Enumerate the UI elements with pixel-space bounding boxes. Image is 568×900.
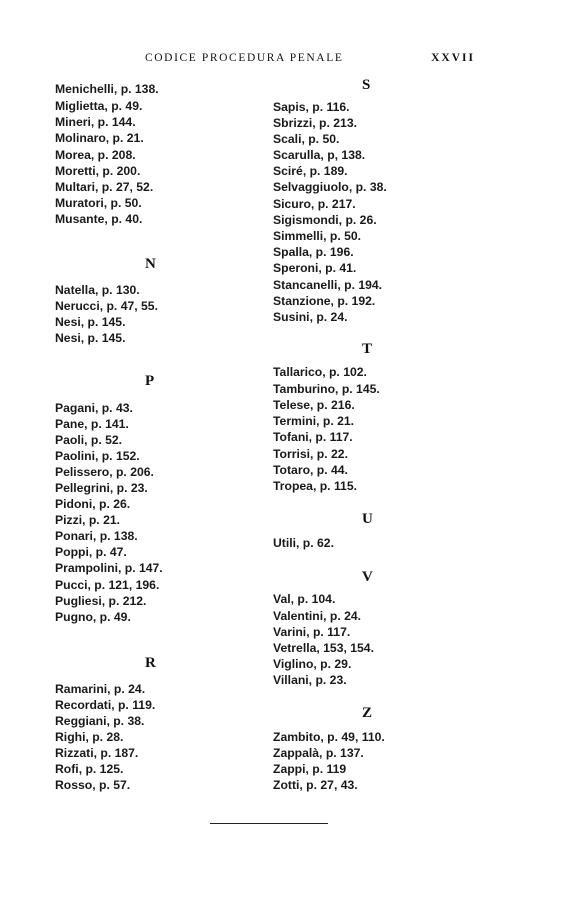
section-letter: P	[145, 373, 156, 389]
index-entry: Viglino, p. 29.	[273, 657, 352, 671]
index-entry: Spalla, p. 196.	[273, 245, 354, 259]
index-entry: Moretti, p. 200.	[55, 164, 141, 178]
index-entry: Ponari, p. 138.	[55, 529, 138, 543]
index-entry: Righi, p. 28.	[55, 730, 124, 744]
index-entry: Pellegrini, p. 23.	[55, 481, 148, 495]
index-entry: Muratori, p. 50.	[55, 196, 142, 210]
section-letter: U	[362, 511, 374, 527]
index-entry: Pucci, p. 121, 196.	[55, 578, 160, 592]
index-entry: Pugno, p. 49.	[55, 610, 131, 624]
index-entry: Pugliesi, p. 212.	[55, 594, 147, 608]
index-entry: Sicuro, p. 217.	[273, 197, 356, 211]
index-entry: Rosso, p. 57.	[55, 778, 131, 792]
running-header	[145, 52, 475, 68]
index-entry: Villani, p. 23.	[273, 673, 347, 687]
end-rule	[210, 823, 328, 824]
index-entry: Nesi, p. 145.	[55, 331, 126, 345]
index-entry: Utili, p. 62.	[273, 536, 334, 550]
index-entry: Pane, p. 141.	[55, 417, 129, 431]
index-entry: Rizzati, p. 187.	[55, 746, 139, 760]
index-entry: Sigismondi, p. 26.	[273, 213, 377, 227]
index-entry: Varini, p. 117.	[273, 625, 351, 639]
index-entry: Scarulla, p, 138.	[273, 148, 366, 162]
index-entry: Morea, p. 208.	[55, 148, 136, 162]
index-entry: Pagani, p. 43.	[55, 401, 133, 415]
index-entry: Paolini, p. 152.	[55, 449, 140, 463]
index-entry: Paoli, p. 52.	[55, 433, 123, 447]
index-entry: Natella, p. 130.	[55, 283, 140, 297]
index-entry: Sapis, p. 116.	[273, 100, 350, 114]
index-entry: Scali, p. 50.	[273, 132, 340, 146]
index-entry: Sbrizzi, p. 213.	[273, 116, 357, 130]
index-entry: Telese, p. 216.	[273, 398, 355, 412]
section-letter: R	[145, 655, 157, 671]
index-entry: Speroni, p. 41.	[273, 261, 357, 275]
index-entry: Valentini, p. 24.	[273, 609, 362, 623]
index-entry: Simmelli, p. 50.	[273, 229, 362, 243]
index-entry: Recordati, p. 119.	[55, 698, 156, 712]
index-entry: Val, p. 104.	[273, 592, 336, 606]
index-entry: Musante, p. 40.	[55, 212, 143, 226]
index-entry: Rofi, p. 125.	[55, 762, 124, 776]
page-number: XXVII	[431, 52, 475, 64]
index-entry: Stanzione, p. 192.	[273, 294, 376, 308]
index-entry: Tropea, p. 115.	[273, 479, 357, 493]
index-entry: Nesi, p. 145.	[55, 315, 126, 329]
index-entry: Zappalà, p. 137.	[273, 746, 364, 760]
index-entry: Menichelli, p. 138.	[55, 82, 159, 96]
section-letter: T	[362, 341, 374, 357]
index-entry: Zambito, p. 49, 110.	[273, 730, 385, 744]
index-entry: Molinaro, p. 21.	[55, 131, 144, 145]
index-entry: Vetrella, 153, 154.	[273, 641, 374, 655]
index-entry: Miglietta, p. 49.	[55, 99, 143, 113]
index-entry: Termini, p. 21.	[273, 414, 355, 428]
index-entry: Sciré, p. 189.	[273, 164, 348, 178]
index-entry: Pidoni, p. 26.	[55, 497, 131, 511]
index-entry: Poppi, p. 47.	[55, 545, 127, 559]
section-letter: N	[145, 256, 157, 272]
section-letter: Z	[362, 705, 374, 721]
index-entry: Reggiani, p. 38.	[55, 714, 145, 728]
index-entry: Tofani, p. 117.	[273, 430, 353, 444]
index-entry: Zappi, p. 119	[273, 762, 347, 776]
index-entry: Ramarini, p. 24.	[55, 682, 146, 696]
index-entry: Torrisi, p. 22.	[273, 447, 348, 461]
index-entry: Pelissero, p. 206.	[55, 465, 154, 479]
index-entry: Selvaggiuolo, p. 38.	[273, 180, 387, 194]
index-entry: Multari, p. 27, 52.	[55, 180, 154, 194]
index-entry: Susini, p. 24.	[273, 310, 348, 324]
index-entry: Tamburino, p. 145.	[273, 382, 380, 396]
section-letter: V	[362, 569, 374, 585]
running-title: CODICE PROCEDURA PENALE	[145, 52, 344, 64]
index-entry: Mineri, p. 144.	[55, 115, 136, 129]
index-entry: Pizzi, p. 21.	[55, 513, 121, 527]
index-entry: Nerucci, p. 47, 55.	[55, 299, 158, 313]
index-entry: Zotti, p. 27, 43.	[273, 778, 358, 792]
index-entry: Prampolini, p. 147.	[55, 561, 163, 575]
index-entry: Stancanelli, p. 194.	[273, 278, 383, 292]
index-entry: Tallarico, p. 102.	[273, 365, 367, 379]
section-letter: S	[362, 77, 372, 93]
index-entry: Totaro, p. 44.	[273, 463, 348, 477]
